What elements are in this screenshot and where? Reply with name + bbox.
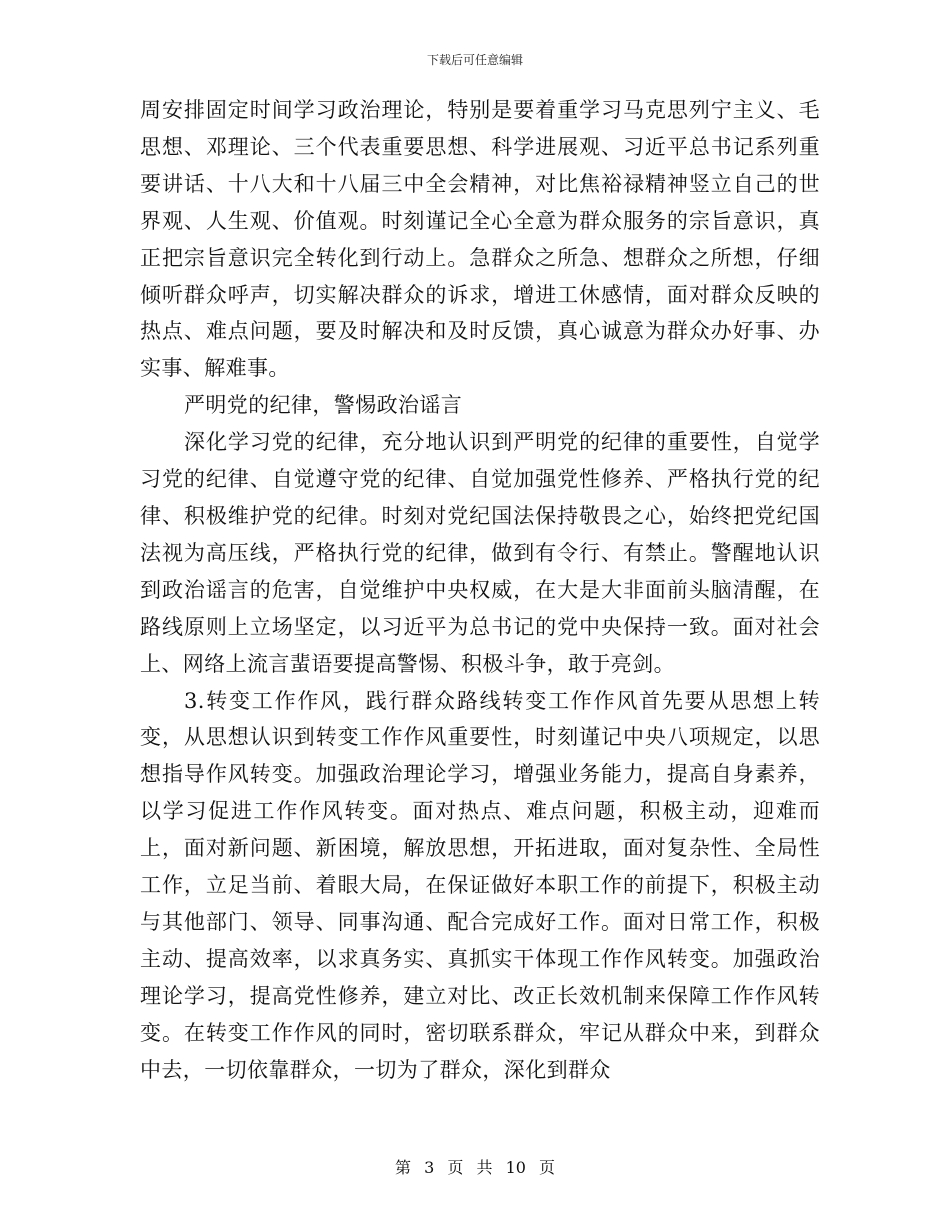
paragraph-continued: 周安排固定时间学习政治理论，特别是要着重学习马克思列宁主义、毛思想、邓理论、三个代表重要思想、科学进展观、习近平总书记系列重要讲话、十八大和十八届三中全会精神，对比焦裕禄精神竖立自己的世界观、人生观、价值观。时刻谨记全心全意为群众服务的宗旨意识，真正把宗旨意识完全转化到行动上。急群众之所急、想群众之所想，仔细倾听群众呼声，切实解决群众的诉求，增进工休感情，面对群众反映的热点、难点问题，要及时解决和及时反馈，真心诚意为群众办好事、办实事、解难事。	[140, 98, 820, 381]
footer-total-prefix: 共	[476, 1158, 493, 1177]
document-body	[140, 92, 820, 1088]
page-header: 下载后可任意编辑	[426, 53, 523, 67]
section-heading: 严明党的纪律，警惕政治谣言	[184, 393, 463, 418]
total-pages-number: 10	[505, 1158, 526, 1177]
current-page-number: 3	[424, 1158, 435, 1177]
footer-page-word: 页	[447, 1158, 464, 1177]
page-footer	[0, 1158, 950, 1178]
paragraph-work-style: 3.转变工作作风，践行群众路线转变工作作风首先要从思想上转变，从思想认识到转变工作作风重要性，时刻谨记中央八项规定，以思想指导作风转变。加强政治理论学习，增强业务能力，提高自身素养，以学习促进工作作风转变。面对热点、难点问题，积极主动，迎难而上，面对新问题、新困境，解放思想，开拓进取，面对复杂性、全局性工作，立足当前、着眼大局，在保证做好本职工作的前提下，积极主动与其他部门、领导、同事沟通、配合完成好工作。面对日常工作，积极主动、提高效率，以求真务实、真抓实干体现工作作风转变。加强政治理论学习，提高党性修养，建立对比、改正长效机制来保障工作作风转变。在转变工作作风的同时，密切联系群众，牢记从群众中来，到群众中去，一切依靠群众，一切为了群众，深化到群众	[140, 688, 820, 1082]
footer-prefix: 第	[394, 1158, 411, 1177]
footer-suffix: 页	[539, 1158, 556, 1177]
paragraph-discipline: 深化学习党的纪律，充分地认识到严明党的纪律的重要性，自觉学习党的纪律、自觉遵守党的纪律、自觉加强党性修养、严格执行党的纪律、积极维护党的纪律。时刻对党纪国法保持敬畏之心，始终把党纪国法视为高压线，严格执行党的纪律，做到有令行、有禁止。警醒地认识到政治谣言的危害，自觉维护中央权威，在大是大非面前头脑清醒，在路线原则上立场坚定，以习近平为总书记的党中央保持一致。面对社会上、网络上流言蜚语要提高警惕、积极斗争，敢于亮剑。	[140, 430, 820, 676]
